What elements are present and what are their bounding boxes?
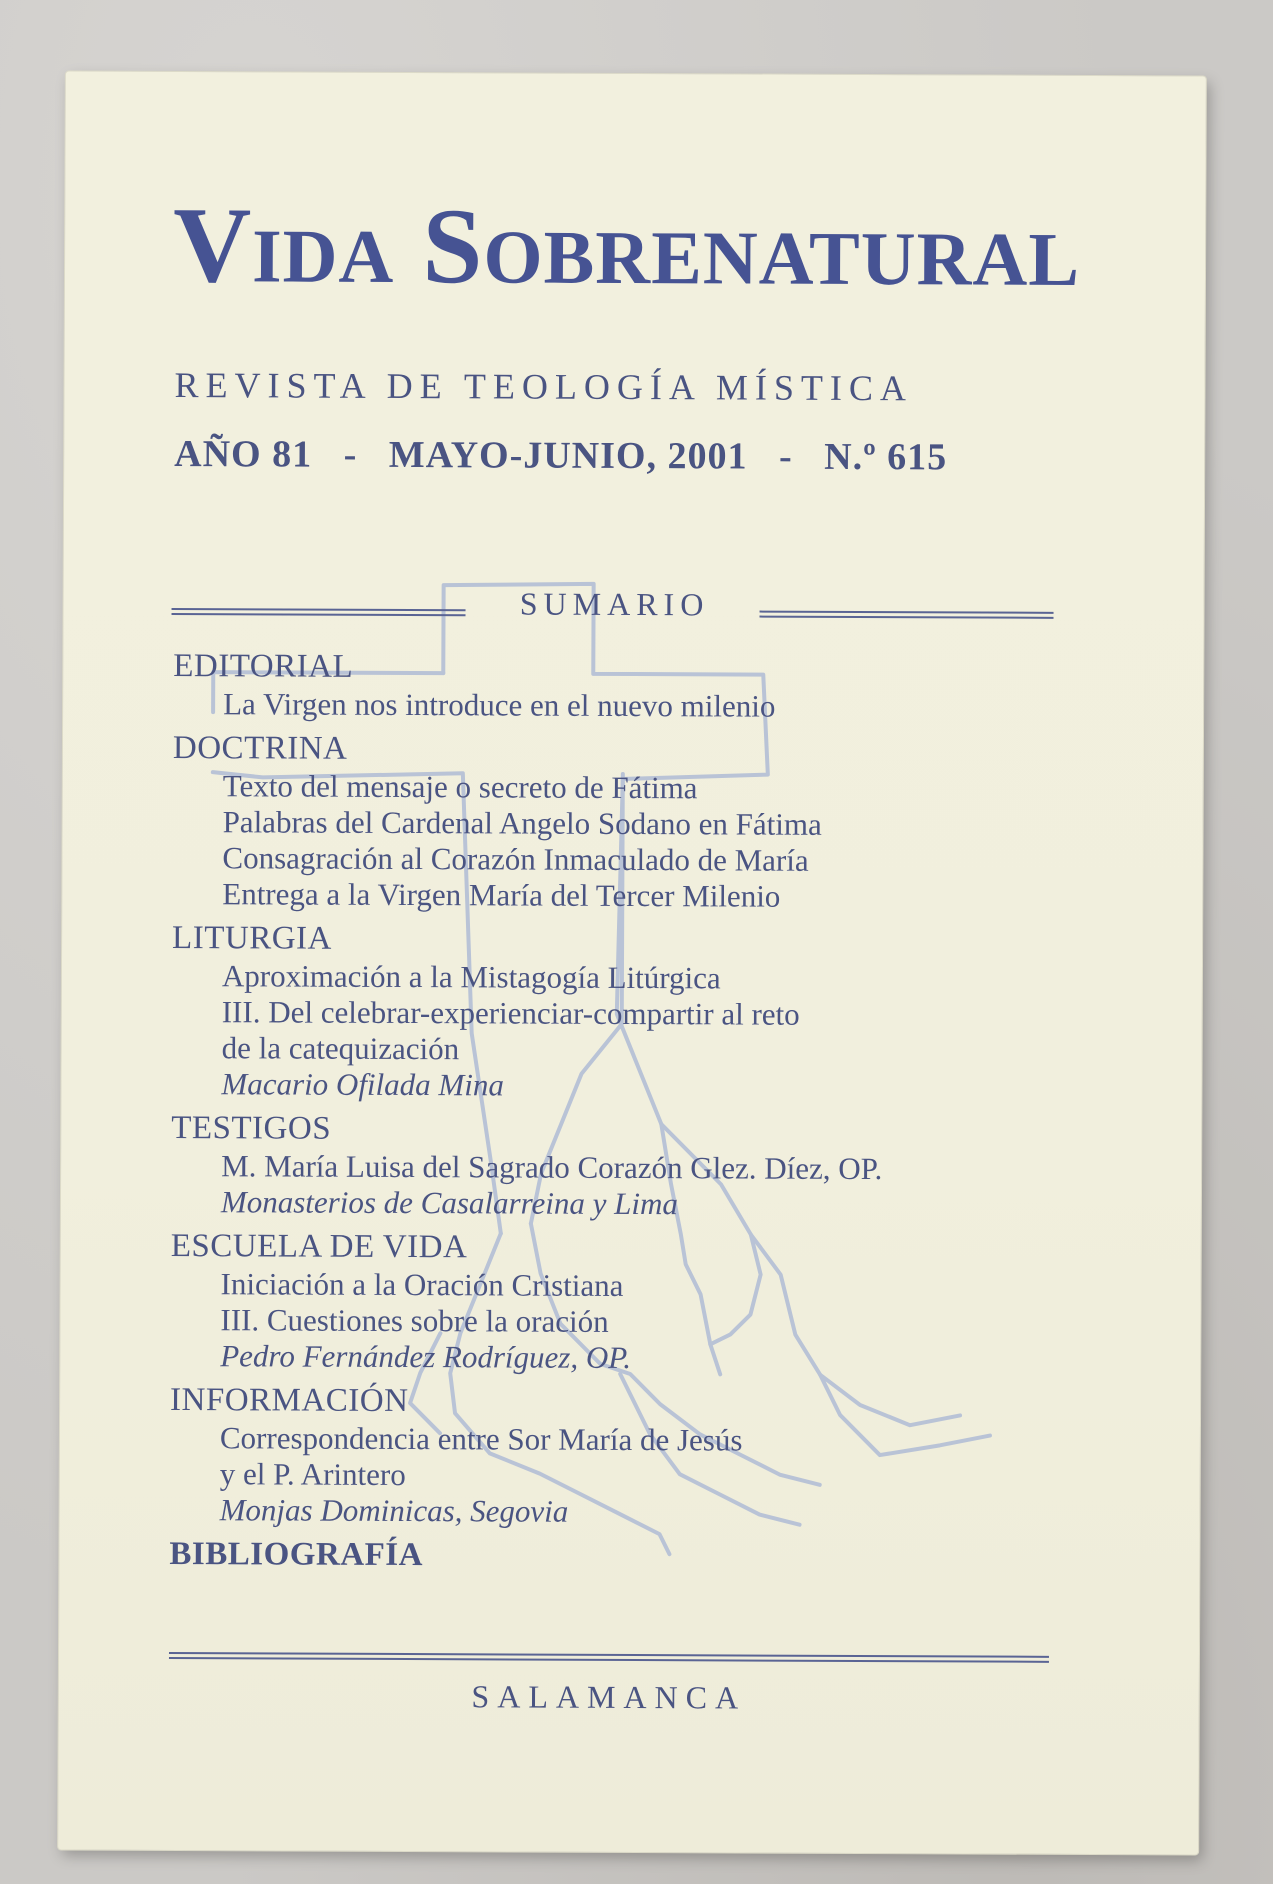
entry-title: Iniciación a la Oración Cristiana <box>220 1266 624 1303</box>
entry-title: de la catequización <box>221 1030 460 1067</box>
entry-title: M. María Luisa del Sagrado Corazón Glez. Díez, OP. <box>221 1148 883 1187</box>
toc-section <box>170 1380 1071 1532</box>
issue-separator: - <box>343 433 358 476</box>
cover-content <box>58 72 1206 1855</box>
issue-number: N.º 615 <box>824 435 948 479</box>
toc-section <box>170 1226 1071 1378</box>
sumario-header <box>171 582 1053 636</box>
divider-rule <box>760 611 1054 619</box>
sumario-label: SUMARIO <box>519 585 710 623</box>
toc-section <box>172 728 1073 916</box>
entry-title: Texto del mensaje o secreto de Fátima <box>222 768 698 806</box>
entry-author: Monasterios de Casalarreina y Lima <box>220 1184 678 1222</box>
section-title: INFORMACIÓN <box>170 1381 409 1420</box>
divider-rule <box>169 1652 1049 1663</box>
entry-title: III. Cuestiones sobre la oración <box>220 1302 609 1339</box>
entry-title: Correspondencia entre Sor María de Jesús <box>219 1420 743 1458</box>
entry-author: Macario Ofilada Mina <box>221 1066 504 1103</box>
entry-title: y el P. Arintero <box>219 1456 406 1493</box>
issue-separator: - <box>778 435 793 478</box>
table-of-contents <box>169 646 1073 1584</box>
section-title: LITURGIA <box>172 919 332 957</box>
section-title: TESTIGOS <box>171 1109 332 1147</box>
publication-place: SALAMANCA <box>471 1678 747 1716</box>
toc-section <box>171 1108 1071 1224</box>
entry-title: Palabras del Cardenal Angelo Sodano en Fátima <box>222 804 822 842</box>
magazine-cover <box>58 72 1206 1855</box>
section-title: DOCTRINA <box>172 729 348 767</box>
entry-title: La Virgen nos introduce en el nuevo milenio <box>223 686 776 724</box>
entry-author: Pedro Fernández Rodríguez, OP. <box>220 1338 632 1375</box>
issue-date: MAYO-JUNIO, 2001 <box>388 433 748 478</box>
magazine-title: Vida Sobrenatural <box>172 185 1081 309</box>
magazine-subtitle: REVISTA DE TEOLOGÍA MÍSTICA <box>174 364 914 409</box>
toc-section <box>173 646 1073 726</box>
toc-section <box>169 1534 1069 1578</box>
issue-year: AÑO 81 <box>174 432 313 476</box>
entry-author: Monjas Dominicas, Segovia <box>219 1492 569 1529</box>
divider-rule <box>172 608 466 616</box>
entry-title: Consagración al Corazón Inmaculado de María <box>222 840 809 878</box>
issue-line <box>174 432 1074 480</box>
section-title: EDITORIAL <box>173 647 354 685</box>
toc-section <box>171 918 1072 1106</box>
section-title: ESCUELA DE VIDA <box>170 1227 468 1266</box>
entry-title: III. Del celebrar-experienciar-compartir al reto <box>221 994 800 1032</box>
entry-title: Entrega a la Virgen María del Tercer Milenio <box>222 876 781 914</box>
section-title: BIBLIOGRAFÍA <box>169 1535 424 1574</box>
entry-title: Aproximación a la Mistagogía Litúrgica <box>221 958 721 996</box>
